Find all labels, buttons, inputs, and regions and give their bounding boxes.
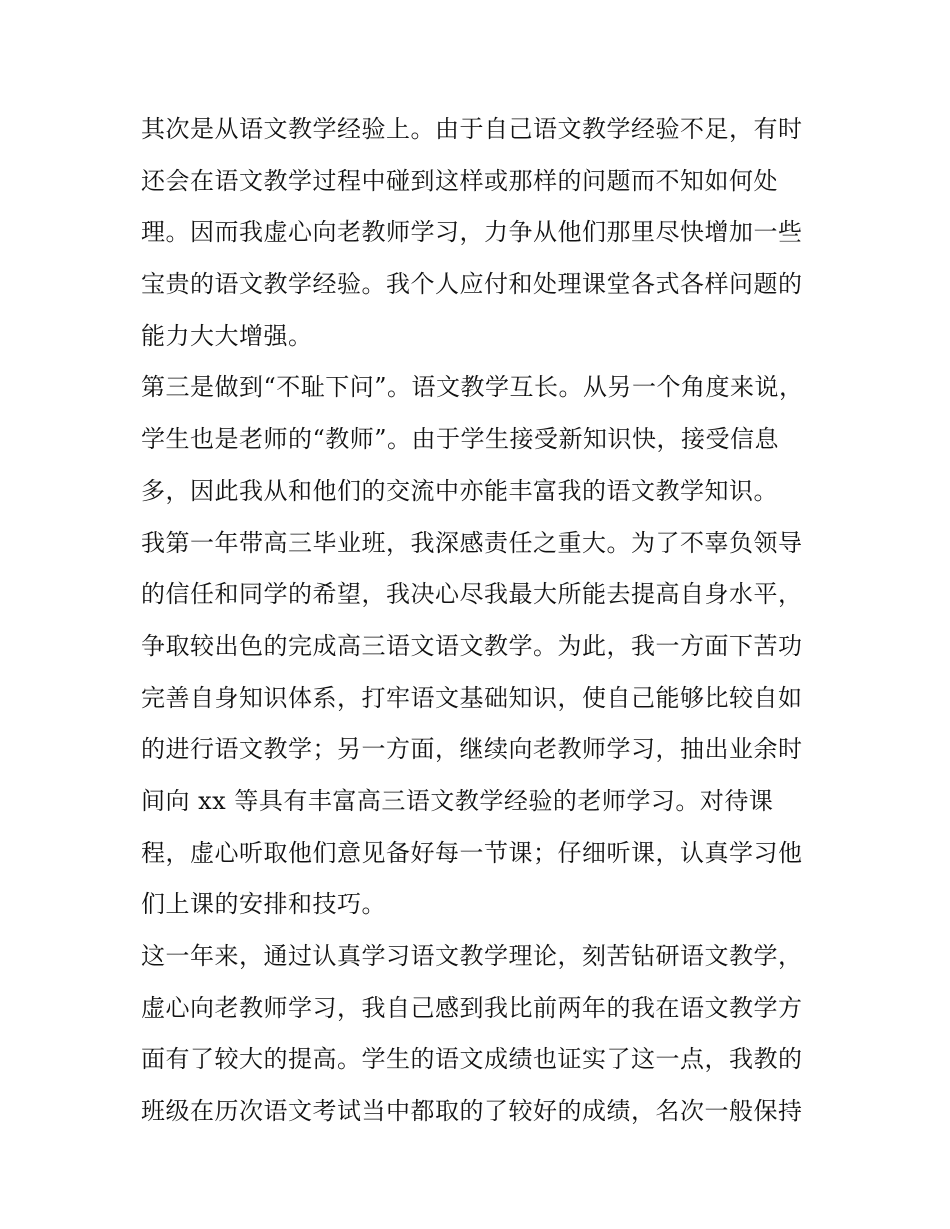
text-line: 多，因此我从和他们的交流中亦能丰富我的语文教学知识。 (141, 476, 778, 505)
text-line: 班级在历次语文考试当中都取的了较好的成绩，名次一般保持 (141, 1097, 803, 1126)
text-line: 学生也是老师的“教师”。由于学生接受新知识快，接受信息 (141, 425, 780, 454)
text-line: 虚心向老教师学习，我自己感到我比前两年的我在语文教学方 (141, 993, 803, 1022)
text-line: 第三是做到“不耻下问”。语文教学互长。从另一个角度来说， (141, 373, 804, 402)
text-line: 还会在语文教学过程中碰到这样或那样的问题而不知如何处 (141, 166, 778, 195)
text-line: 争取较出色的完成高三语文语文教学。为此，我一方面下苦功 (141, 631, 803, 660)
body-text (141, 104, 821, 1138)
text-line: 能力大大增强。 (141, 321, 313, 350)
text-line: 其次是从语文教学经验上。由于自己语文教学经验不足，有时 (141, 115, 803, 143)
text-line: 们上课的安排和技巧。 (141, 890, 386, 919)
text-line: 这一年来，通过认真学习语文教学理论，刻苦钻研语文教学， (141, 942, 803, 970)
text-line: 的进行语文教学；另一方面，继续向老教师学习，抽出业余时 (141, 735, 803, 764)
text-line: 理。因而我虚心向老教师学习，力争从他们那里尽快增加一些 (141, 218, 803, 247)
text-line: 我第一年带高三毕业班，我深感责任之重大。为了不辜负领导 (141, 528, 803, 557)
text-line: 的信任和同学的希望，我决心尽我最大所能去提高自身水平， (141, 580, 803, 609)
text-line: 宝贵的语文教学经验。我个人应付和处理课堂各式各样问题的 (141, 270, 803, 299)
text-line: 完善自身知识体系，打牢语文基础知识，使自己能够比较自如 (141, 683, 803, 712)
text-line: 间向 xx 等具有丰富高三语文教学经验的老师学习。对待课 (141, 786, 774, 815)
text-line: 程，虚心听取他们意见备好每一节课；仔细听课，认真学习他 (141, 838, 803, 867)
text-line: 面有了较大的提高。学生的语文成绩也证实了这一点，我教的 (141, 1045, 803, 1074)
